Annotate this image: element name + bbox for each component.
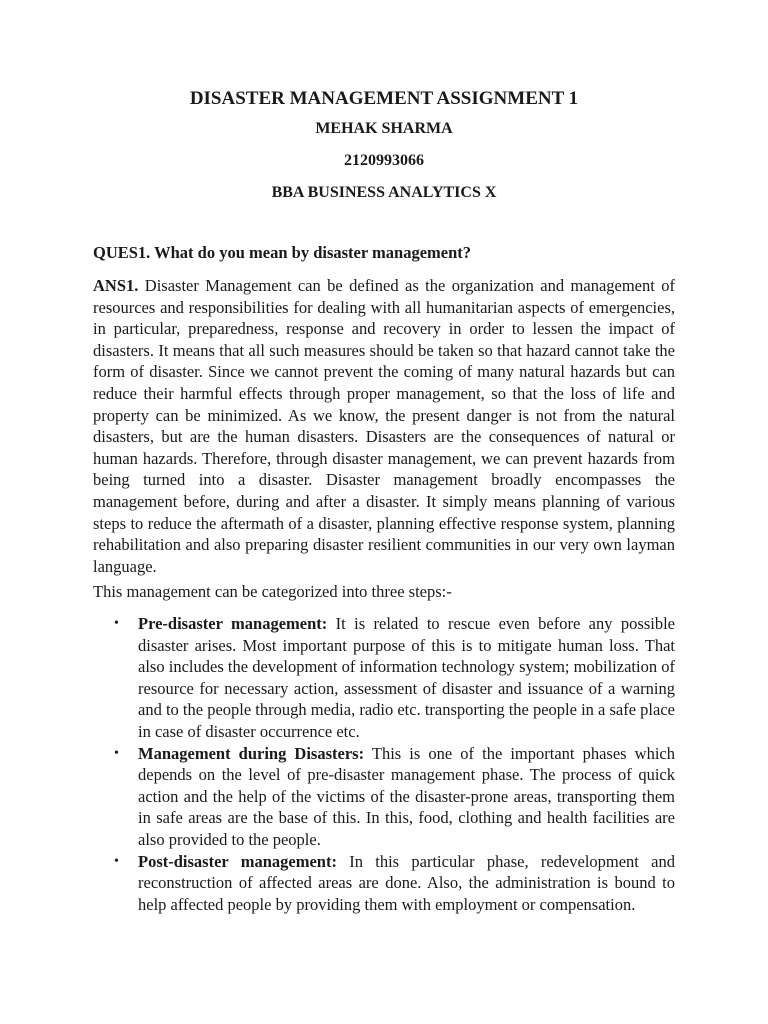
step-term: Post-disaster management:: [138, 851, 337, 871]
step-text: It is related to rescue even before any possible disaster arises. Most important purpose of this is to mitigate human loss. That also includes the development of information technology system; mobilization of resource for necessary action, assessment of disaster and issuance of a warning and to the people through media, radio etc. transporting the people in a safe place in case of disaster occurrence etc.: [138, 614, 675, 741]
answer-paragraph: [93, 275, 675, 577]
step-text: In this particular phase, redevelopment and reconstruction of affected areas are done. Also, the administration is bound to help affected people by providing them with employment or compensation.: [138, 851, 675, 914]
steps-list: [93, 613, 675, 915]
roll-number: 2120993066: [344, 152, 424, 169]
answer-label: ANS1.: [93, 276, 139, 295]
document-title: DISASTER MANAGEMENT ASSIGNMENT 1: [189, 88, 579, 109]
list-item: [93, 613, 675, 743]
bullet-icon: •: [114, 616, 119, 631]
answer-text: Disaster Management can be defined as the organization and management of resources and responsibilities for dealing with all humanitarian aspects of emergencies, in particular, preparedness, response and recovery in order to lessen the impact of disasters. It means that all such measures should be taken so that hazard cannot take the form of disaster. Since we cannot prevent the coming of many natural hazards but can reduce their harmful effects through proper management, so that the loss of life and property can be minimized. As we know, the present danger is not from the natural disasters, but are the human disasters. Disasters are the consequences of natural or human hazards. Therefore, through disaster management, we can prevent hazards from being turned into a disaster. Disaster management broadly encompasses the management before, during and after a disaster. It simply means planning of various steps to reduce the aftermath of a disaster, planning effective response system, planning rehabilitation and also preparing disaster resilient communities in our very own layman language.: [93, 276, 675, 576]
course-name: BBA BUSINESS ANALYTICS X: [271, 184, 497, 201]
author-name: MEHAK SHARMA: [315, 120, 453, 137]
step-text: This is one of the important phases which depends on the level of pre-disaster management phase. The process of quick action and the help of the victims of the disaster-prone areas, transporting them in safe areas are the base of this. In this, food, clothing and health facilities are also provided to the people.: [138, 743, 675, 849]
list-item: [93, 743, 675, 851]
question-heading: QUES1. What do you mean by disaster management?: [93, 243, 472, 262]
list-item: [93, 851, 675, 916]
step-term: Pre-disaster management:: [138, 614, 328, 633]
step-term: Management during Disasters:: [138, 743, 365, 763]
bullet-icon: •: [114, 745, 119, 761]
bullet-icon: •: [114, 853, 119, 869]
steps-intro: This management can be categorized into three steps:-: [93, 582, 452, 601]
